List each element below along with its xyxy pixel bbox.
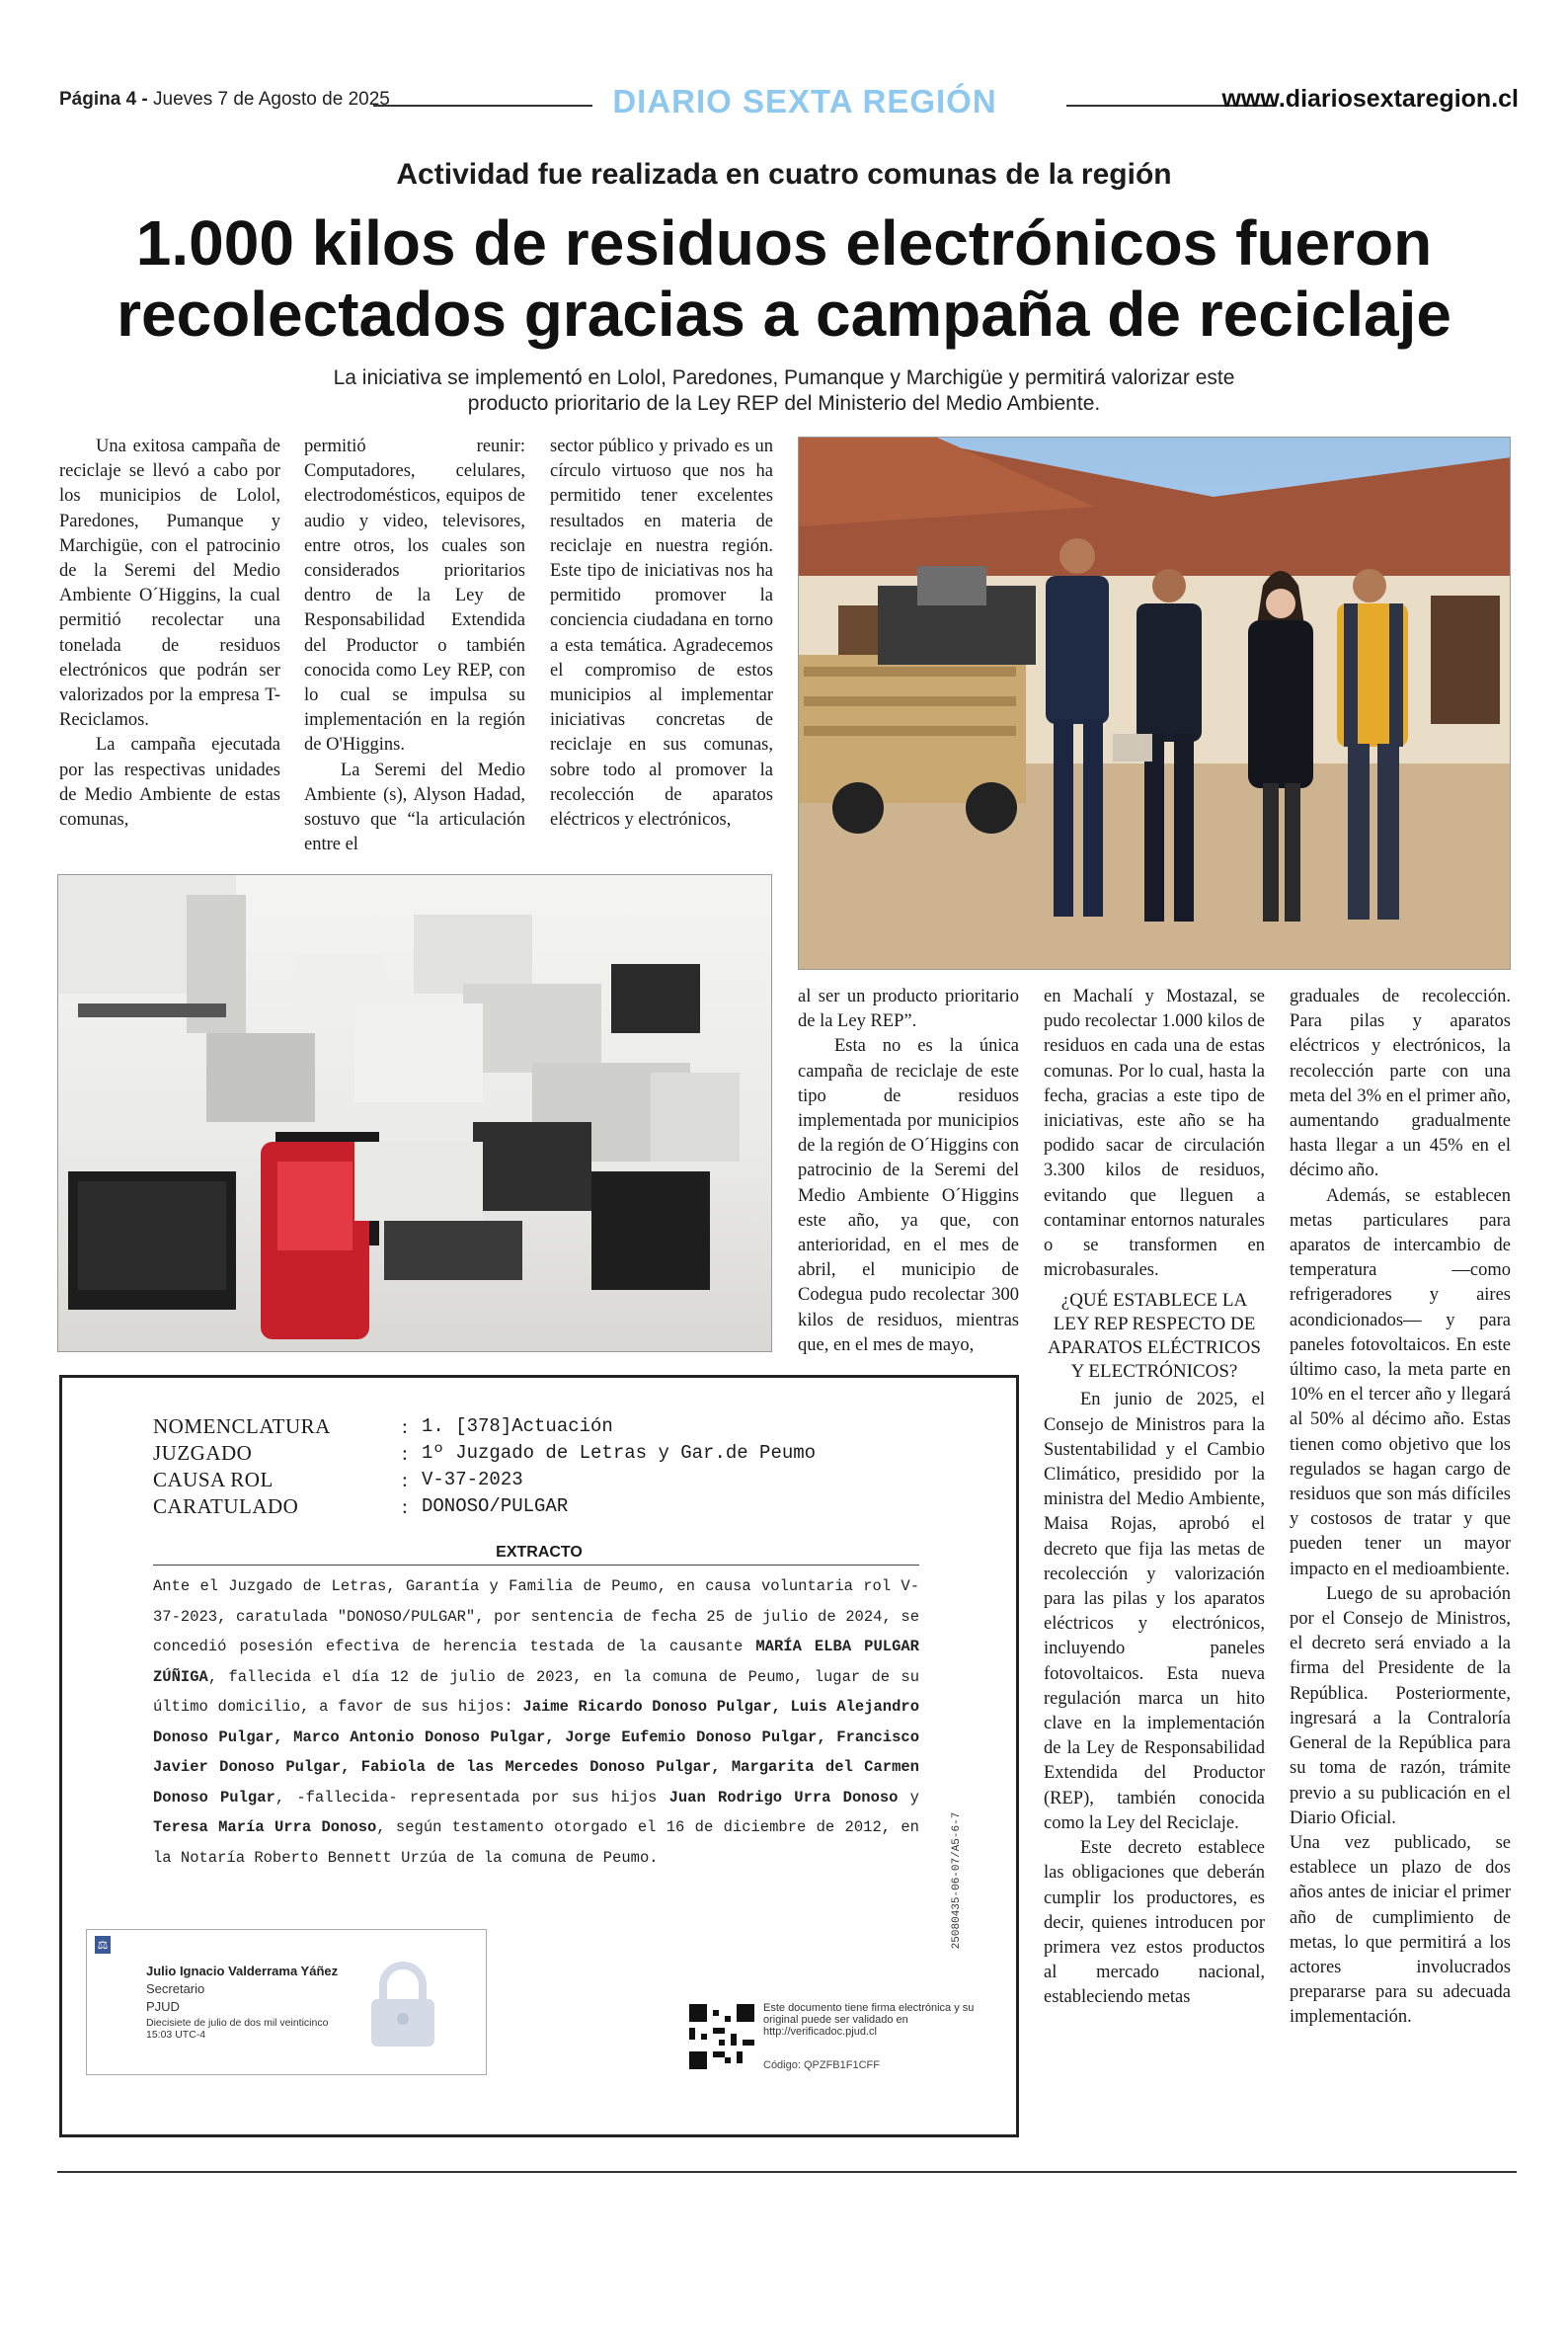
causante-name: MARÍA ELBA PULGAR ZÚÑIGA bbox=[153, 1638, 919, 1686]
photo-illustration bbox=[58, 875, 772, 1352]
extract-title: EXTRACTO bbox=[496, 1544, 583, 1561]
paragraph: sector público y privado es un círculo virtuoso que nos ha permitido tener excelentes resultados en materia de reciclaje en nuestra región. Este tipo de iniciativas nos ha permitido promover la conciencia ciudadana en torno a esta temática. Agradecemos el compromiso de estos municipios al implementar iniciativas concretas de reciclaje en sus comunas, sobre todo al promover la recolección de aparatos eléctricos y electrónicos, bbox=[550, 437, 773, 831]
masthead bbox=[59, 85, 1519, 124]
vertical-code-text: 25080435-06-07/A5-6-7 bbox=[951, 1811, 963, 1950]
paragraph: En junio de 2025, el Consejo de Ministros para la Sustentabilidad y el Cambio Climático, presidido por la ministra del Medio Ambiente, Maisa Rojas, aprobó el decreto que fija las metas de recolección y valorización para las pilas y los aparatos eléctricos y electrónicos, incluyendo paneles fotovoltaicos. Esta nueva regulación marca un hito clave en la implementación de la Ley de Responsabilidad Extendida del Productor (REP), también conocida como la Ley del Reciclaje. bbox=[1044, 1390, 1265, 1833]
extract-segment: , -fallecida- representada por sus hijos bbox=[274, 1788, 669, 1807]
article-column-2 bbox=[304, 435, 525, 857]
grandchild-name: Teresa María Urra Donoso bbox=[153, 1818, 377, 1836]
heirs-names: Jaime Ricardo Donoso Pulgar, Luis Alejandro Donoso Pulgar, Marco Antonio Donoso Pulgar, Jorge Eufemio Donoso Pulgar, Francisco Javier Donoso Pulgar, Fabiola de las Mercedes Donoso Pulgar, Margarita del Carmen Donoso Pulgar bbox=[153, 1698, 920, 1807]
paragraph: graduales de recolección. Para pilas y aparatos eléctricos y electrónicos, la recolección parte con una meta del 3% en el primer año, aumentando gradualmente hasta llegar a un 45% en el décimo año. bbox=[1290, 987, 1511, 1181]
photo-electronic-waste bbox=[57, 874, 772, 1352]
qr-document-code: Código: QPZFB1F1CFF bbox=[763, 2059, 880, 2071]
page-bottom-rule bbox=[57, 2171, 1517, 2173]
case-row-value: V-37-2023 bbox=[422, 1469, 523, 1490]
extract-segment: y bbox=[898, 1788, 919, 1807]
issue-date: Jueves 7 de Agosto de 2025 bbox=[153, 89, 390, 110]
case-details-table bbox=[153, 1413, 816, 1520]
paragraph: Una vez publicado, se establece un plazo de dos años antes de iniciar el primer año de cumplimiento de metas, lo que permitirá a los actores involucrados prepararse para su adecuada implementación. bbox=[1290, 1832, 1511, 2028]
case-row bbox=[153, 1413, 816, 1440]
electronic-signature-box bbox=[86, 1929, 487, 2075]
case-row-value: 1. [378]Actuación bbox=[422, 1415, 613, 1437]
case-row-value: DONOSO/PULGAR bbox=[422, 1495, 569, 1517]
signer-org: PJUD bbox=[146, 1999, 180, 2014]
article-subhead: La iniciativa se implementó en Lolol, Paredones, Pumanque y Marchigüe y permitirá valorizar este producto prioritario de la Ley REP del Ministerio del Medio Ambiente. bbox=[333, 366, 1235, 415]
signer-name: Julio Ignacio Valderrama Yáñez bbox=[146, 1964, 339, 1978]
legal-notice-box bbox=[59, 1375, 1019, 2137]
photo-illustration bbox=[799, 438, 1511, 970]
article-headline: 1.000 kilos de residuos electrónicos fueron recolectados gracias a campaña de reciclaje bbox=[117, 207, 1451, 350]
paragraph: al ser un producto prioritario de la Ley REP”. bbox=[798, 987, 1019, 1032]
newspaper-name: DIARIO SEXTA REGIÓN bbox=[612, 83, 997, 120]
case-row-key: CARATULADO bbox=[153, 1494, 299, 1518]
paragraph: Además, se establecen metas particulares para aparatos de intercambio de temperatura —como refrigeradores y aires acondicionados— y para paneles fotovoltaicos. En este último caso, la meta parte en 10% en el tercer año y llegará al 50% al décimo año. Estas tienen como objetivo que los regulados se hagan cargo de residuos que son más difíciles y costosos de tratar y que pueden tener un mayor impacto en el medioambiente. bbox=[1290, 1185, 1511, 1579]
case-row bbox=[153, 1493, 816, 1520]
article-column-3 bbox=[550, 435, 773, 833]
paragraph: permitió reunir: Computadores, celulares, electrodomésticos, equipos de audio y video, televisores, entre otros, los cuales son considerados prioritarios dentro de la Ley de Responsabilidad Extendida del Productor o también conocida como Ley REP, con lo cual se impulsa su implementación en la región de O'Higgins. bbox=[304, 437, 525, 756]
case-row-separator: : bbox=[402, 1494, 408, 1518]
vertical-code bbox=[946, 1771, 968, 2000]
case-row-key: CAUSA ROL bbox=[153, 1468, 274, 1491]
extract-segment: , según testamento otorgado el 16 de diciembre de 2012, en la Notaría Roberto Bennett Urzúa de la comuna de Peumo. bbox=[153, 1818, 919, 1867]
qr-code-icon[interactable] bbox=[689, 2004, 754, 2069]
paragraph: Esta no es la única campaña de reciclaje de este tipo de residuos implementada por municipios de la región de O´Higgins con patrocinio de la Seremi del Medio Ambiente O´Higgins este año, ya que, con anterioridad, en el mes de abril, el municipio de Codegua pudo recolectar 300 kilos de residuos, mientras que, en el mes de mayo, bbox=[798, 1036, 1019, 1355]
extract-segment: , fallecida el día 12 de julio de 2023, en la comuna de Peumo, lugar de su último domicilio, a favor de sus hijos: bbox=[153, 1667, 919, 1716]
page-number: Página 4 - bbox=[59, 89, 148, 110]
case-row-separator: : bbox=[402, 1414, 408, 1438]
website-link[interactable]: www.diariosextaregion.cl bbox=[1221, 85, 1519, 113]
case-row-value: 1º Juzgado de Letras y Gar.de Peumo bbox=[422, 1442, 817, 1464]
lock-icon bbox=[363, 1960, 442, 2050]
qr-validation-text: Este documento tiene firma electrónica y su original puede ser validado en http://verificadoc.pjud.cl bbox=[763, 2002, 975, 2038]
signature-time: 15:03 UTC-4 bbox=[146, 2029, 206, 2041]
shield-icon: ⚖ bbox=[95, 1936, 111, 1954]
paragraph: La Seremi del Medio Ambiente (s), Alyson Hadad, sostuvo que “la articulación entre el bbox=[304, 760, 525, 855]
case-row-separator: : bbox=[402, 1468, 408, 1491]
signature-date: Diecisiete de julio de dos mil veinticinco bbox=[146, 2017, 329, 2029]
article-column-1 bbox=[59, 435, 280, 833]
case-row bbox=[153, 1440, 816, 1467]
case-row-separator: : bbox=[402, 1441, 408, 1465]
paragraph: La campaña ejecutada por las respectivas unidades de Medio Ambiente de estas comunas, bbox=[59, 735, 280, 831]
signer-role: Secretario bbox=[146, 1981, 205, 1996]
article-column-4 bbox=[798, 985, 1019, 1358]
case-row-key: JUZGADO bbox=[153, 1441, 253, 1465]
paragraph: Este decreto establece las obligaciones que deberán cumplir los productores, es decir, quienes introducen por primera vez estos productos al mercado nacional, estableciendo metas bbox=[1044, 1838, 1265, 2008]
article-column-6 bbox=[1290, 985, 1511, 2031]
case-row bbox=[153, 1467, 816, 1493]
page-date bbox=[59, 89, 390, 111]
section-subheading: ¿QUÉ ESTABLECE LA LEY REP RESPECTO DE APARATOS ELÉCTRICOS Y ELECTRÓNICOS? bbox=[1048, 1290, 1261, 1383]
article-kicker: Actividad fue realizada en cuatro comunas de la región bbox=[396, 158, 1172, 191]
grandchild-name: Juan Rodrigo Urra Donoso bbox=[668, 1788, 899, 1807]
extract-rule bbox=[153, 1565, 919, 1566]
photo-recycling-team bbox=[798, 437, 1511, 970]
case-row-key: NOMENCLATURA bbox=[153, 1414, 331, 1438]
paragraph: Una exitosa campaña de reciclaje se llevó a cabo por los municipios de Lolol, Paredones, Pumanque y Marchigüe, con el patrocinio de la Seremi del Medio Ambiente O´Higgins, la cual permitió recolectar una tonelada de residuos electrónicos que podrán ser valorizados por la empresa T-Reciclamos. bbox=[59, 437, 280, 731]
paragraph: Luego de su aprobación por el Consejo de Ministros, el decreto será enviado a la firma del Presidente de la República. Posteriormente, ingresará a la Contraloría General de la República para su toma de razón, trámite previo a su publicación en el Diario Oficial. bbox=[1290, 1583, 1511, 1828]
extract-segment: Ante el Juzgado de Letras, Garantía y Familia de Peumo, en causa voluntaria rol V-37-2023, caratulada "DONOSO/PULGAR", por sentencia de fecha 25 de julio de 2024, se concedió posesión efectiva de herencia testada de la causante bbox=[153, 1577, 919, 1655]
extract-text bbox=[153, 1571, 919, 1873]
article-column-5 bbox=[1044, 985, 1265, 2011]
paragraph: en Machalí y Mostazal, se pudo recolectar 1.000 kilos de residuos en cada una de estas comunas. Por lo cual, hasta la fecha, gracias a este tipo de iniciativas, este año se ha podido sacar de circulación 3.300 kilos de residuos, evitando que lleguen a contaminar entornos naturales o se transformen en microbasurales. bbox=[1044, 987, 1265, 1281]
